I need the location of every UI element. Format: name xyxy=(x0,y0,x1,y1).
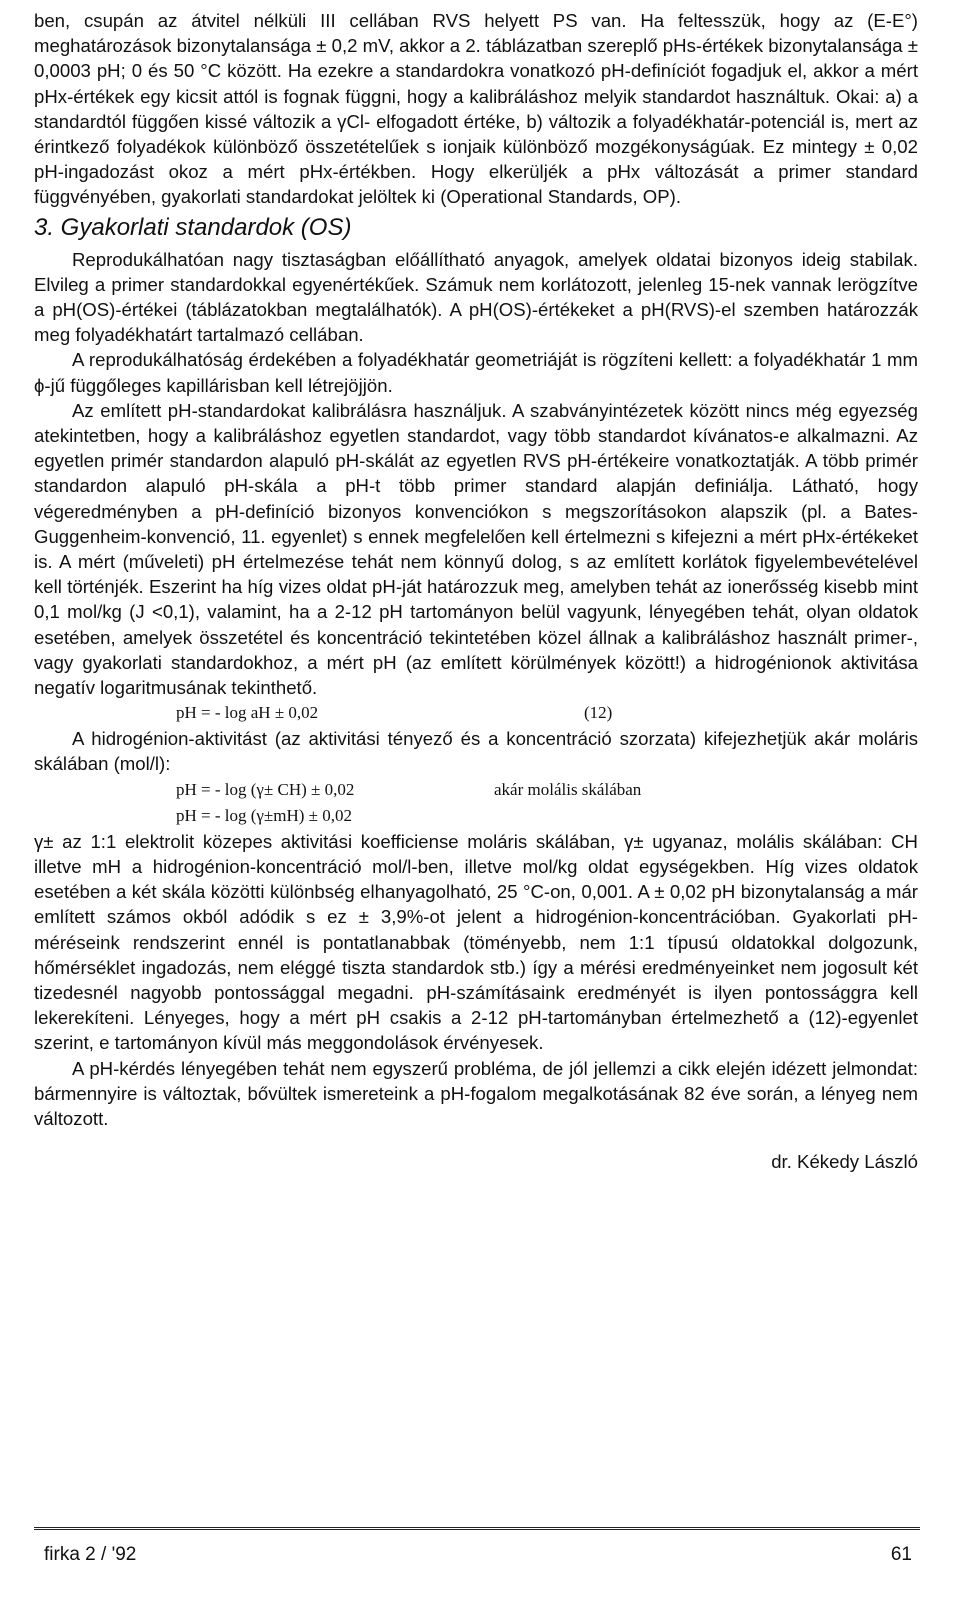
footer-divider xyxy=(34,1527,920,1530)
author-signature: dr. Kékedy László xyxy=(771,1151,918,1173)
equation-molar-expression: pH = - log (γ± CH) ± 0,02 xyxy=(176,779,355,799)
paragraph-operational-standards: Reprodukálhatóan nagy tisztaságban előállítható anyagok, amelyek oldatai bizonyos ideig stabilak. Elvileg a primer standardokkal egyenértékűek. Számuk nem korlátozott, jelenleg 15-nek vannak lerögzítve a pH(OS)-értékei (táblázatokban megtalálhatók). A pH(OS)-értékeket a pH(RVS)-el szemben határozzák meg folyadékhatárt tartalmazó cellában. xyxy=(34,248,918,346)
paragraph-coefficients: γ± az 1:1 elektrolit közepes aktivitási koefficiense moláris skálában, γ± ugyanaz, molális skálában: CH illetve mH a hidrogénion-koncentráció mol/l-ben, illetve mol/kg oldat egységekben. Híg vizes oldatok esetében a két skála közötti különbség elhanyagolható, 25 °C-on, 0,001. A ± 0,02 pH bizonytalanság a már említett számos okból adódik s ez ± 3,9%-ot jelent a hidrogénion-koncentrációban. Gyakorlati pH-méréseink rendszerint ennél is pontatlanabbak (töményebb, nem 1:1 típusú oldatokkal dolgozunk, hőmérséklet ingadozás, nem eléggé tiszta standardok stb.) így a mérési eredményeinket nem jogosult két tizedesnél nagyobb pontossággal megadni. pH-számításaink eredményét is ilyen pontossággra kell lekerekíteni. Lényeges, hogy a mért pH csakis a 2-12 pH-tartományban értelmezhető a (12)-egyenlet szerint, e tartományon kívül más meggondolások érvényesek. xyxy=(34,830,918,1054)
page-footer xyxy=(44,1544,912,1566)
equation-molal-note: akár molális skálában xyxy=(494,779,642,799)
equation-12 xyxy=(34,700,918,726)
section-heading: 3. Gyakorlati standardok (OS) xyxy=(34,213,352,241)
equation-12-expression: pH = - log aH ± 0,02 xyxy=(176,703,319,723)
equation-12-number: (12) xyxy=(584,703,613,723)
journal-issue: firka 2 / '92 xyxy=(44,1544,137,1565)
page-number: 61 xyxy=(890,1544,912,1565)
paragraph-calibration: Az említett pH-standardokat kalibrálásra használjuk. A szabványintézetek között nincs még egyezség atekintetben, hogy a kalibráláshoz egyetlen standardot, vagy több standardot kívánatos-e alkalmazni. Az egyetlen primér standardon alapuló pH-skálát az egyetlen RVS pH-értékeire vonatkoztatják. A több primér standardon alapuló pH-skála a pH-t több primer standard alapján definiálja. Látható, hogy végeredményben a pH-definíció bizonyos konvenciókon s megszorításokon alapszik (pl. a Bates-Guggenheim-konvenció, 11. egyenlet) s ennek megfelelően kell értelmezni s kifejezni a mért pHx-értékeket is. A mért (műveleti) pH értelmezése tehát nem könnyű dolog, s az említett korlátok figyelembevételével kell történjék. Eszerint ha híg vizes oldat pH-ját határozzuk meg, amelyben tehát az ionerősség kisebb mint 0,1 mol/kg (J <0,1), valamint, ha a 2-12 pH tartományon belül vagyunk, lényegében tehát, olyan oldatok esetében, amelyek összetétel és koncentráció tekintetében közel állnak a kalibráláshoz használt primer-, vagy gyakorlati standardokhoz, a mért pH (az említett körülmények között!) a hidrogénionok aktivitása negatív logaritmusának tekinthető. xyxy=(34,399,918,699)
equation-molal xyxy=(34,803,918,829)
paragraph-conclusion: A pH-kérdés lényegében tehát nem egyszerű probléma, de jól jellemzi a cikk elején idézett jelmondat: bármennyire is változtak, bővültek ismereteink a pH-fogalom megalkotásának 82 éve során, a lényeg nem változott. xyxy=(34,1057,918,1129)
paragraph-activity: A hidrogénion-aktivitást (az aktivitási tényező és a koncentráció szorzata) kifejezhetjük akár moláris skálában (mol/l): xyxy=(34,728,918,775)
paragraph-reproducibility: A reprodukálhatóság érdekében a folyadékhatár geometriáját is rögzíteni kellett: a folyadékhatár 1 mm ϕ-jű függőleges kapillárisban kell létrejöjjön. xyxy=(34,349,918,396)
equation-molal-expression: pH = - log (γ±mH) ± 0,02 xyxy=(176,805,352,825)
paragraph-intro: ben, csupán az átvitel nélküli III cellában RVS helyett PS van. Ha feltesszük, hogy az (E-E°) meghatározások bizonytalansága ± 0,2 mV, akkor a 2. táblázatban szereplő pHs-értékek bizonytalansága ± 0,0003 pH; 0 és 50 °C között. Ha ezekre a standardokra vonatkozó pH-definíciót fogadjuk el, akkor a mért pHx-értékek egy kicsit attól is fognak függni, hogy a kalibráláshoz melyik standardot használtuk. Okai: a) a standardtól függően kissé változik a γCl- elfogadott értéke, b) változik a folyadékhatár-potenciál is, mert az érintkező folyadékok különböző összetételűek s ionjaik különböző mozgékonyságúak. Ez mintegy ± 0,02 pH-ingadozást okoz a mért pHx-értékben. Hogy elkerüljék a pHx változását a primer standard függvényében, gyakorlati standardokat jelöltek ki (Operational Standards, OP). xyxy=(34,10,918,208)
article-page xyxy=(34,8,918,1173)
equation-molar xyxy=(34,777,918,803)
